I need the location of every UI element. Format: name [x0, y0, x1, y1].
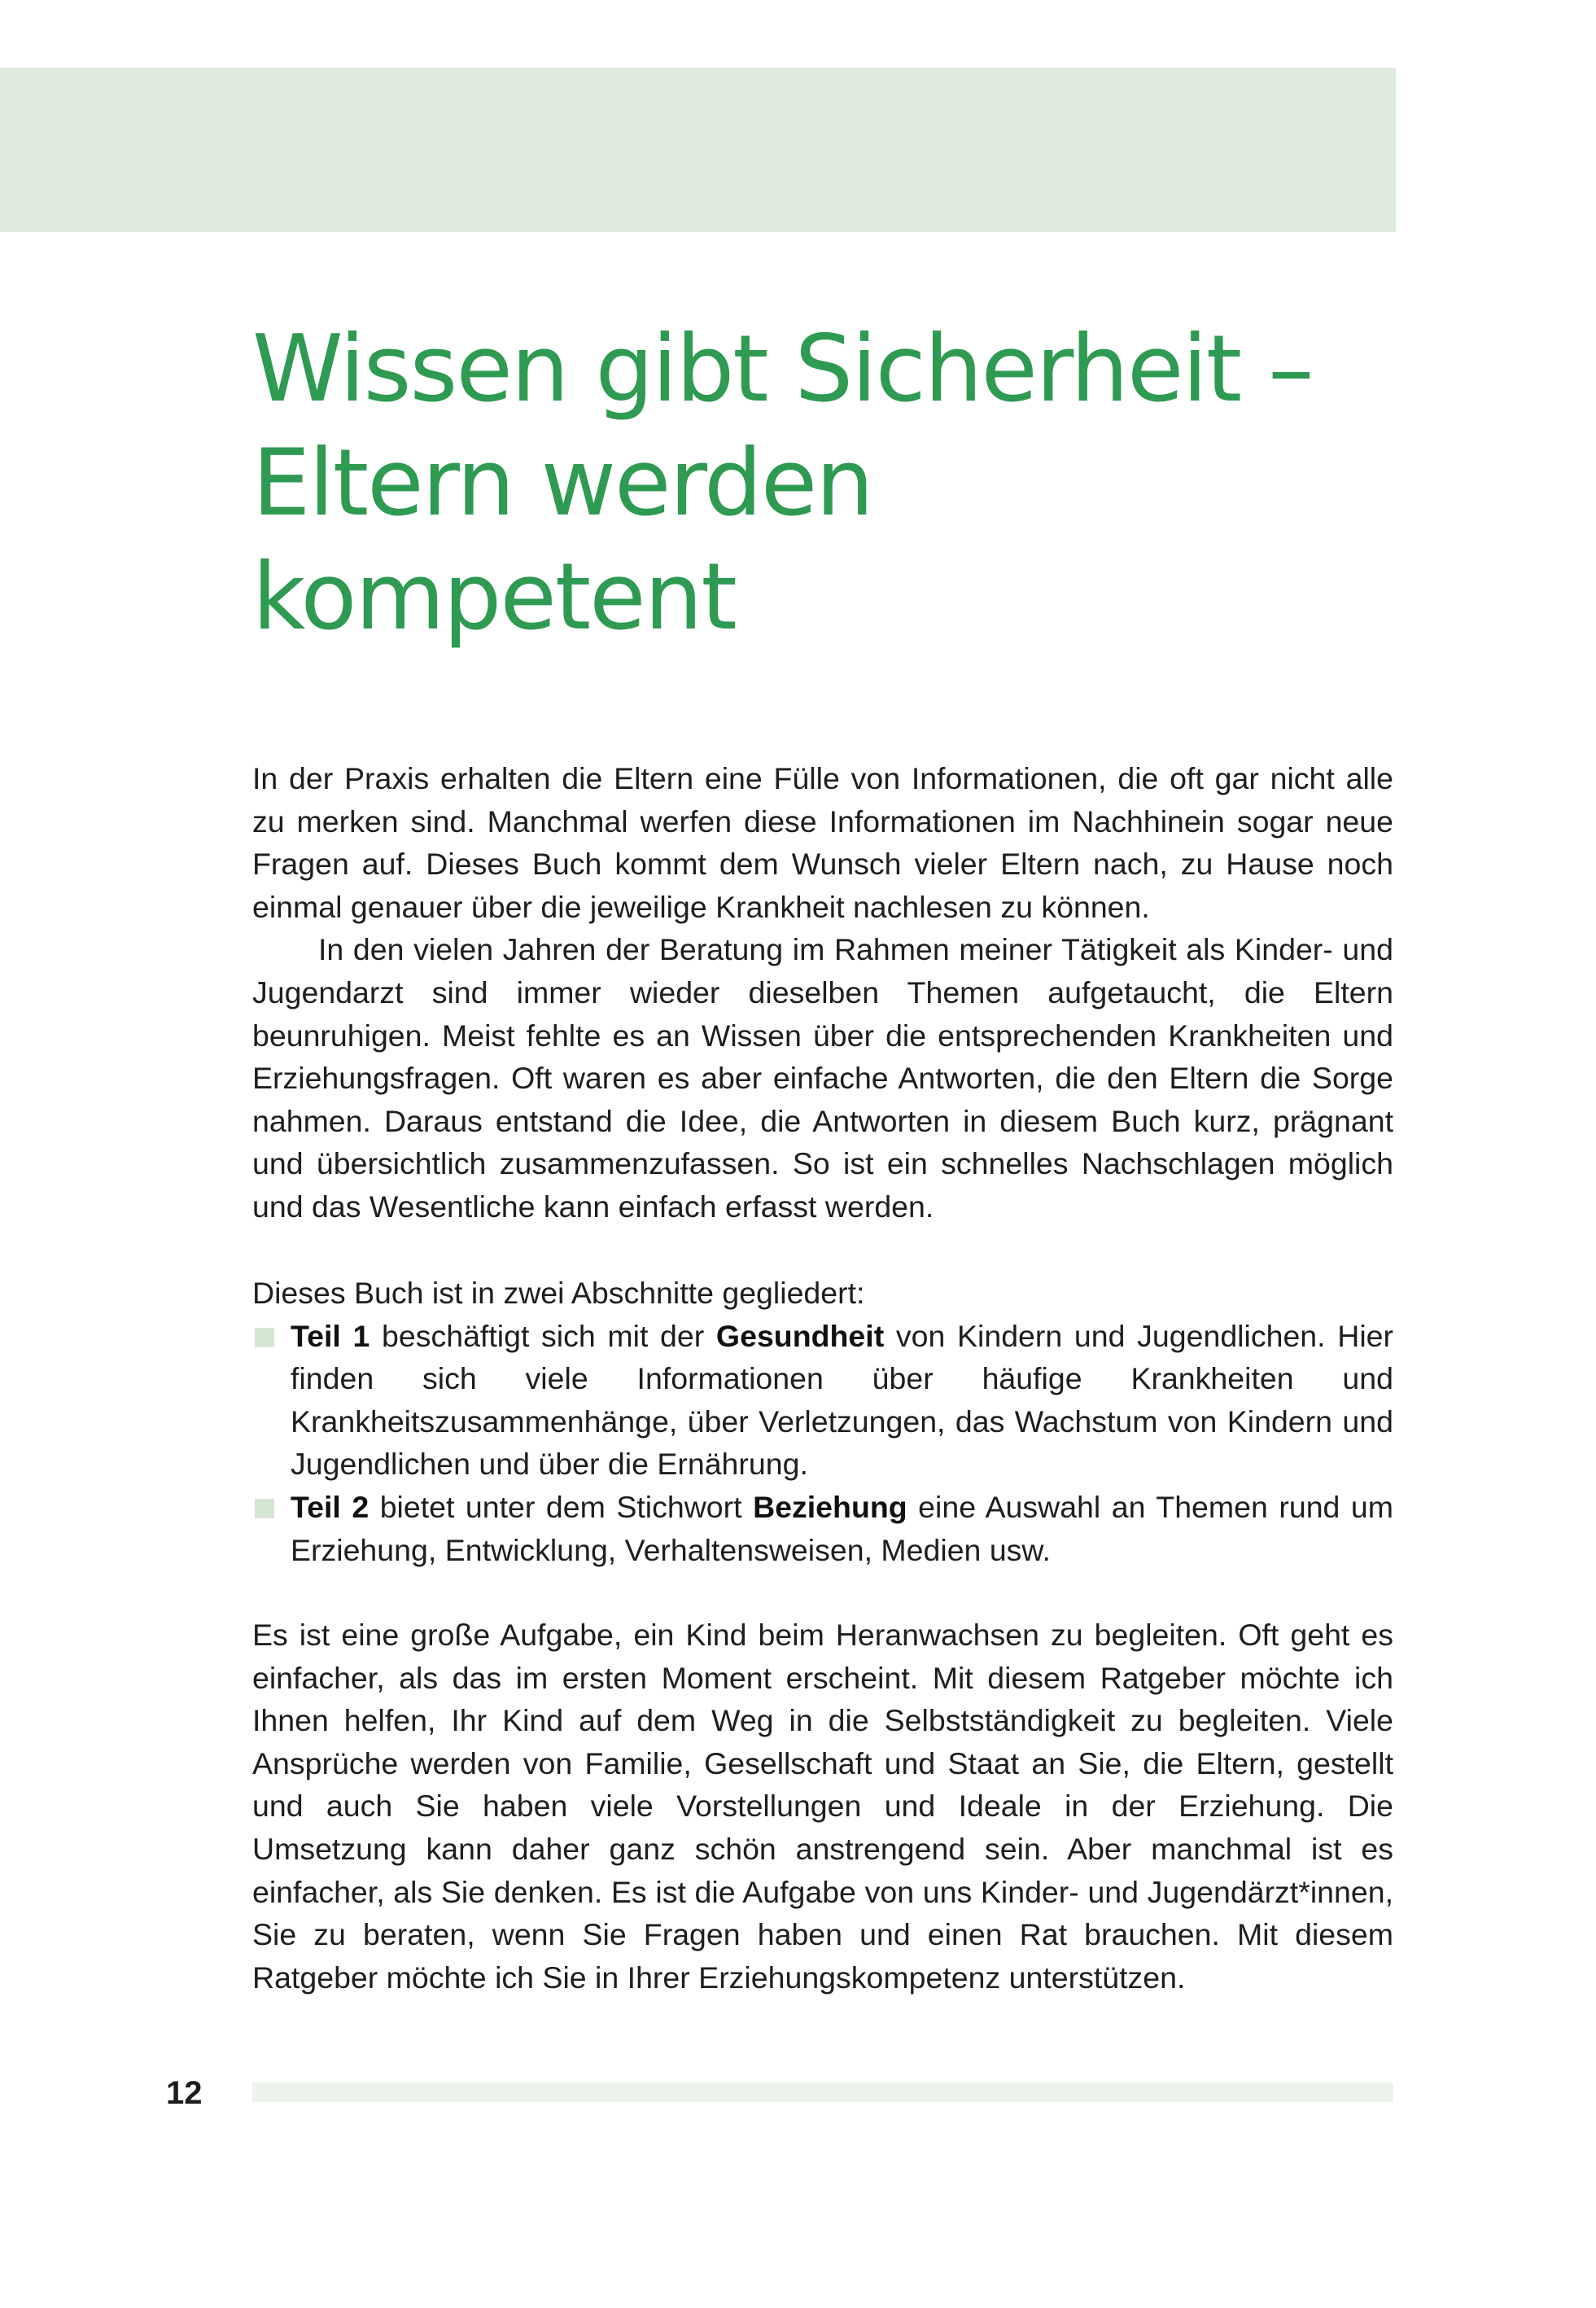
part-1-text-a: beschäftigt sich mit der — [369, 1318, 716, 1353]
header-band — [0, 68, 1396, 232]
title-line-3: kompetent — [252, 543, 736, 650]
page-number: 12 — [166, 2075, 203, 2111]
list-item-part-1 — [252, 1315, 1393, 1486]
intro-section — [252, 757, 1393, 1228]
page-title — [252, 312, 1432, 654]
square-bullet-icon — [255, 1499, 274, 1518]
closing-section — [252, 1614, 1393, 1999]
part-1-keyword: Gesundheit — [715, 1318, 885, 1353]
footer-rule — [252, 2082, 1393, 2102]
title-line-1: Wissen gibt Sicherheit – — [252, 315, 1313, 423]
part-1-label: Teil 1 — [291, 1318, 370, 1353]
square-bullet-icon — [255, 1328, 274, 1347]
title-line-2: Eltern werden — [252, 429, 872, 536]
closing-paragraph: Es ist eine große Aufgabe, ein Kind beim Heranwachsen zu begleiten. Oft geht es einfacher, als das im ersten Moment erscheint. Mit diesem Ratgeber möchte ich Ihnen helfen, Ihr Kind auf dem Weg in die Selbstständigkeit zu begleiten. Viele Ansprüche werden von Familie, Gesellschaft und Staat an Sie, die Eltern, gestellt und auch Sie haben viele Vorstellungen und Ideale in der Erziehung. Die Umsetzung kann daher ganz schön anstrengend sein. Aber manchmal ist es einfacher, als Sie denken. Es ist die Aufgabe von uns Kinder- und Jugendärzt*innen, Sie zu beraten, wenn Sie Fragen haben und einen Rat brauchen. Mit diesem Ratgeber möchte ich Sie in Ihrer Erziehungskompetenz unterstützen. — [252, 1618, 1393, 1995]
intro-paragraph: In der Praxis erhalten die Eltern eine Fülle von Informationen, die oft gar nicht alle zu merken sind. Manchmal werfen diese Informationen im Nachhinein sogar neue Fragen auf. Dieses Buch kommt dem Wunsch vieler Eltern nach, zu Hause noch einmal genauer über die jeweilige Krankheit nachlesen zu können. — [252, 761, 1393, 924]
part-1-text-b: von Kindern und Jugendlichen. Hier finden sich viele Informationen über häufige Krankheiten und Krankheitszusammenhänge, über Verletzungen, das Wachstum von Kindern und Jugendlichen und über die Ernährung. — [291, 1318, 1393, 1482]
structure-section — [252, 1272, 1393, 1571]
part-2-label: Teil 2 — [291, 1489, 369, 1524]
part-2-text-b: eine Auswahl an Themen rund um Erziehung, Entwicklung, Verhaltensweisen, Medien usw. — [291, 1489, 1394, 1567]
part-2-text-a: bietet unter dem Stichwort — [369, 1489, 754, 1524]
part-2-keyword: Beziehung — [753, 1489, 907, 1524]
parts-list — [252, 1315, 1393, 1572]
experience-paragraph: In den vielen Jahren der Beratung im Rahmen meiner Tätigkeit als Kinder- und Jugendarzt sind immer wieder dieselben Themen aufgetaucht, die Eltern beunruhigen. Meist fehlte es an Wissen über die entsprechenden Krankheiten und Erziehungsfragen. Oft waren es aber einfache Antworten, die den Eltern die Sorge nahmen. Daraus entstand die Idee, die Antworten in diesem Buch kurz, prägnant und übersichtlich zusammenzufassen. So ist ein schnelles Nachschlagen möglich und das Wesentliche kann einfach erfasst werden. — [252, 932, 1393, 1224]
list-intro: Dieses Buch ist in zwei Abschnitte gegliedert: — [252, 1276, 865, 1310]
list-item-part-2 — [252, 1486, 1393, 1571]
